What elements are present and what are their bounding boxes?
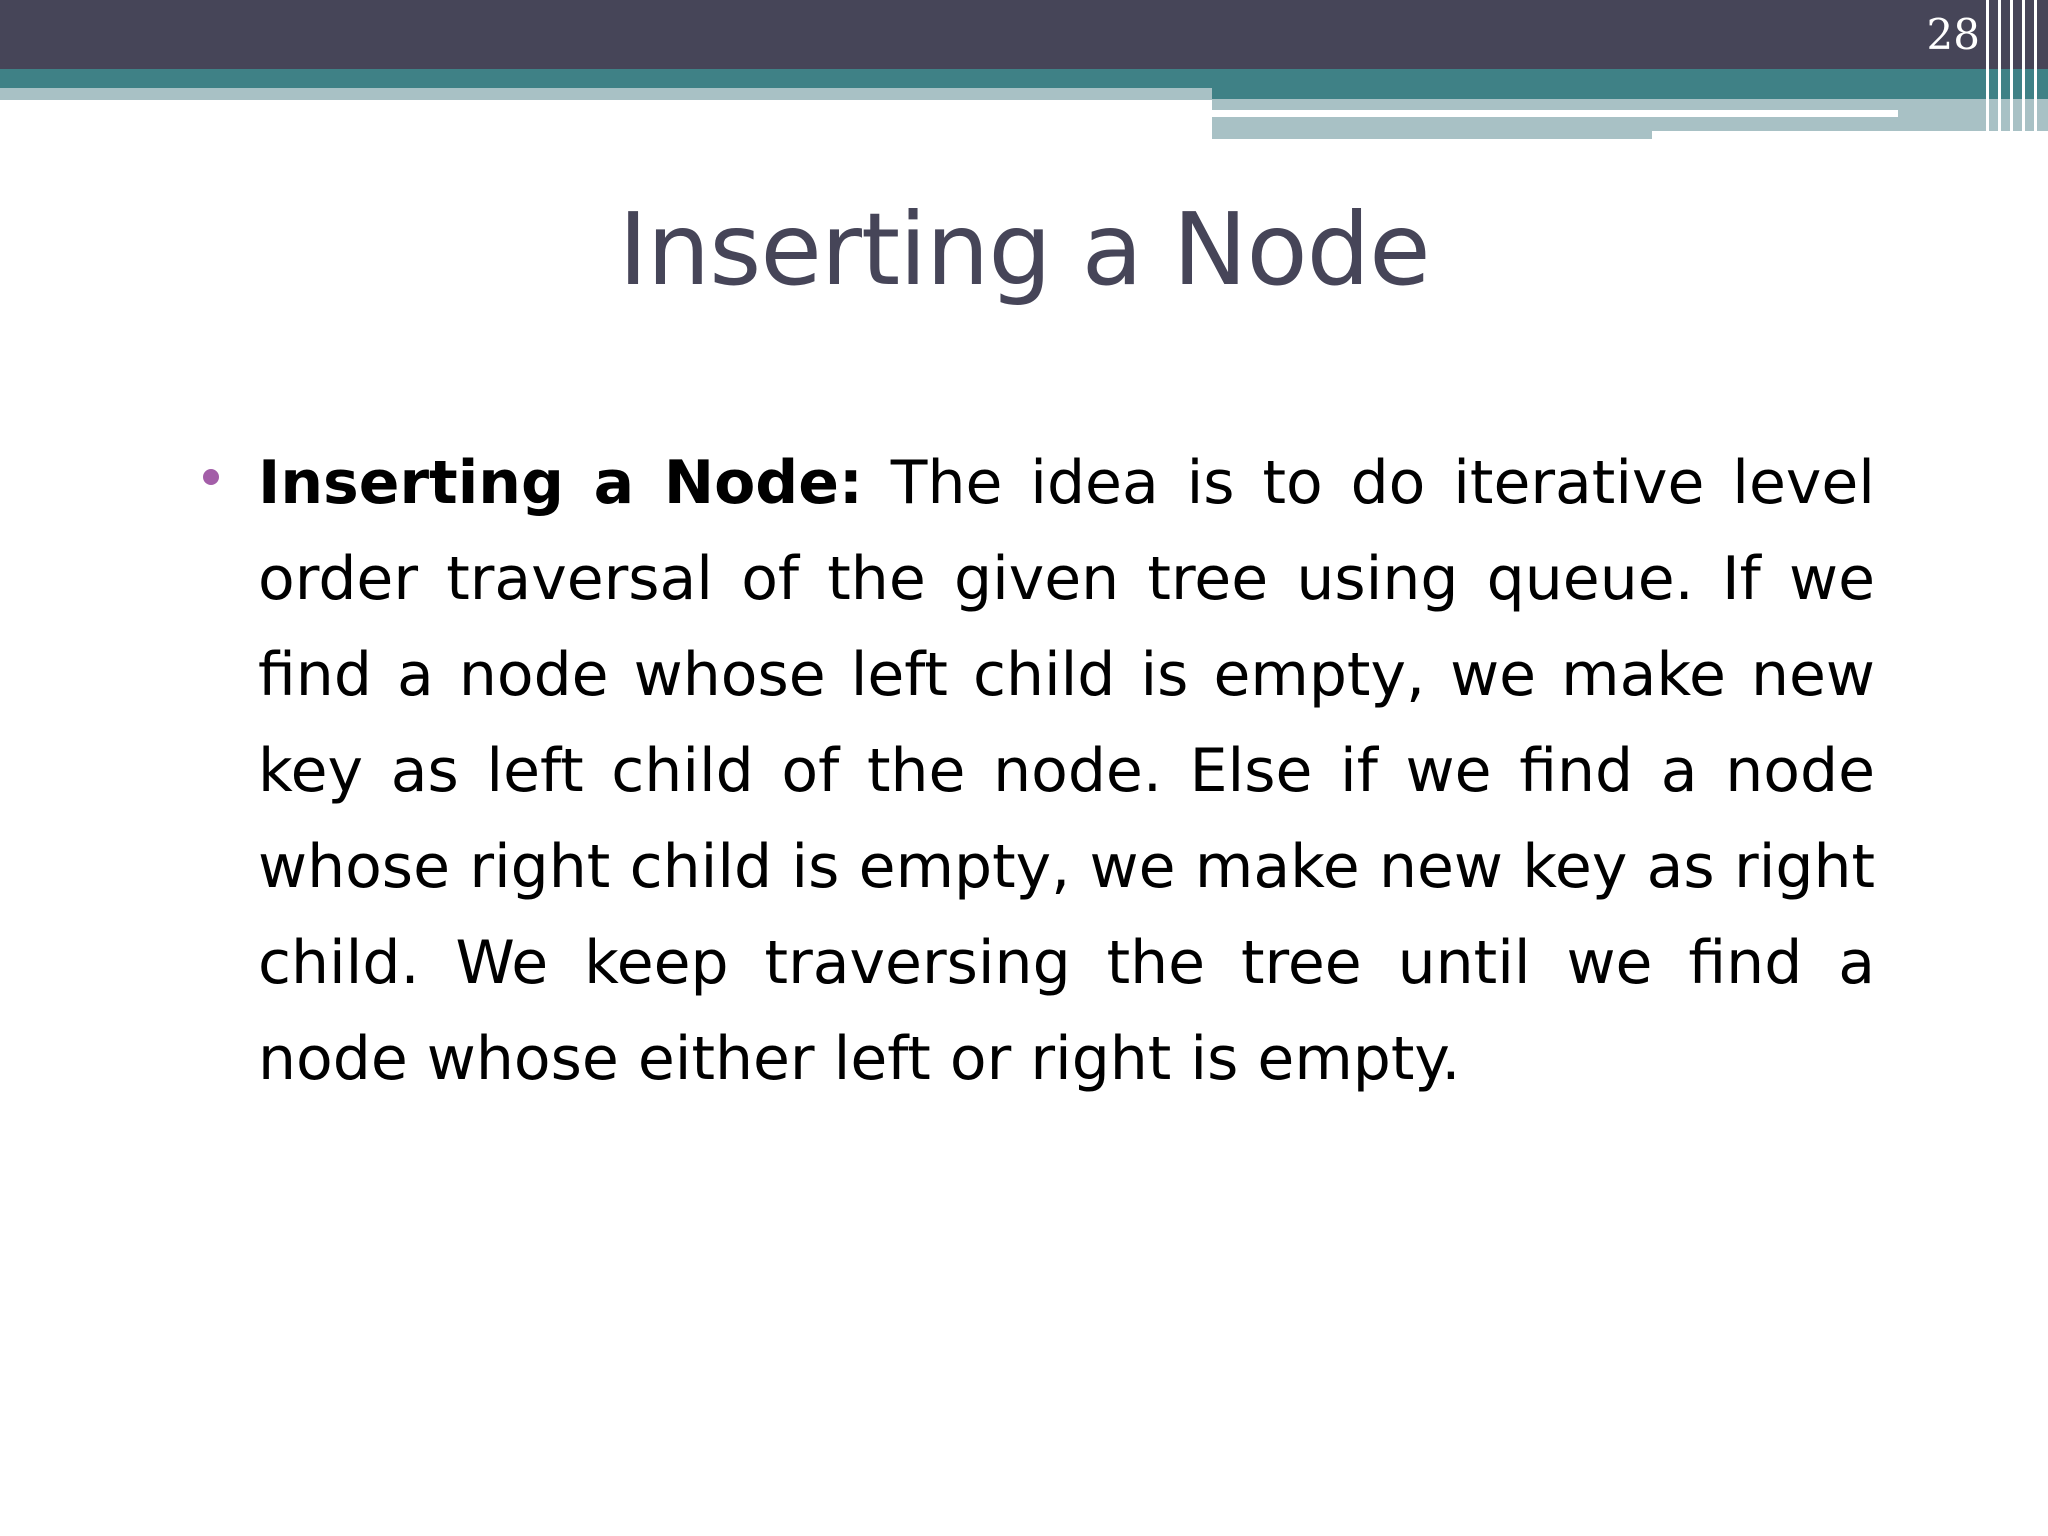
slide-number: 28 bbox=[1926, 10, 1980, 59]
bullet-dot-icon bbox=[203, 469, 219, 485]
bullet-text: The idea is to do iterative level order traversal of the given tree using queue. If we find a node whose left child is empty, we make new key as left child of the node. Else if we find a node whose right child is empty, we make new key as right child. We keep traversing the tree until we find a node whose either left or right is empty. bbox=[258, 448, 1875, 1094]
header-light-band-left bbox=[0, 88, 1212, 100]
bullet-item bbox=[200, 435, 1875, 1107]
slide-body bbox=[200, 435, 1875, 1107]
header-vertical-stripes bbox=[1984, 0, 2048, 140]
slide-title: Inserting a Node bbox=[618, 191, 1430, 308]
header-white-line bbox=[1212, 110, 1898, 117]
header-teal-band-right bbox=[1212, 69, 2048, 99]
header-teal-band-left bbox=[0, 69, 1212, 88]
header-dark-band bbox=[0, 0, 2048, 69]
bullet-lead: Inserting a Node: bbox=[258, 448, 863, 518]
